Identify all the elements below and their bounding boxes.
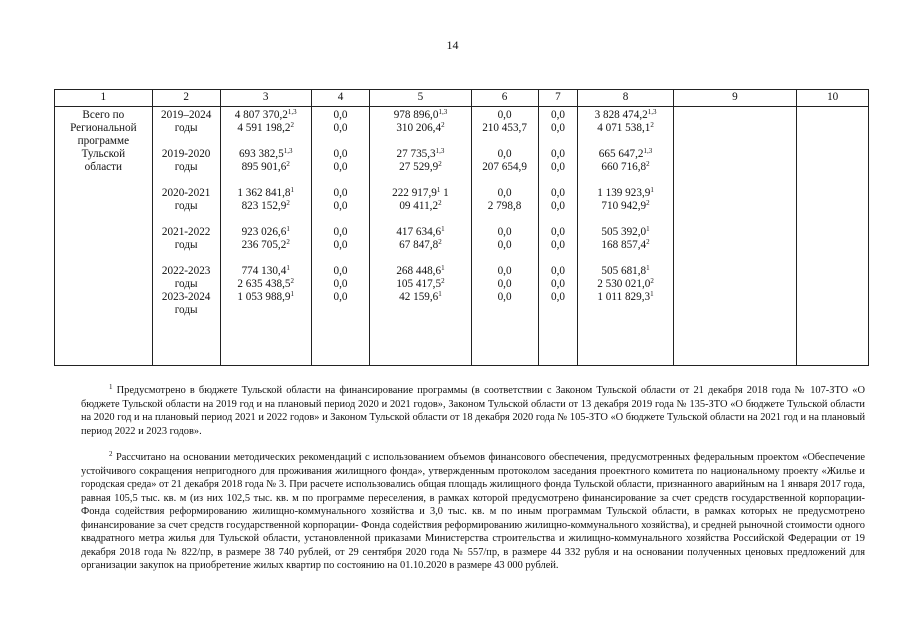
row-spacer — [372, 252, 468, 265]
table-cell — [580, 187, 670, 200]
cell-value: 0,0 — [497, 148, 512, 160]
cell-value: годы — [174, 304, 198, 316]
footnote-ref: 1 — [290, 290, 295, 298]
table-cell — [474, 161, 536, 174]
cell-value: 0,0 — [497, 187, 512, 199]
cell-value: 27 735,3 — [396, 148, 436, 160]
table-cell — [372, 109, 468, 122]
cell-value: 823 152,9 — [241, 200, 287, 212]
region-cell — [55, 107, 153, 366]
table-cell — [541, 239, 576, 252]
table-cell — [580, 278, 670, 291]
regional-budget-column — [471, 107, 538, 366]
footnote-ref: 2 — [441, 121, 445, 129]
cell-value: 0,0 — [497, 239, 512, 251]
table-cell — [314, 265, 367, 278]
header-cell: 5 — [370, 90, 471, 107]
other-sources-column — [578, 107, 673, 366]
table-cell — [223, 187, 309, 200]
cell-value: 895 901,6 — [241, 161, 287, 173]
row-spacer — [223, 174, 309, 187]
cell-value: 0,0 — [497, 265, 512, 277]
cell-value: годы — [174, 161, 198, 173]
table-cell — [155, 265, 218, 278]
footnote-ref: 2 — [286, 199, 290, 207]
table-cell — [314, 122, 367, 135]
header-cell: 4 — [311, 90, 369, 107]
cell-value: 0,0 — [333, 161, 348, 173]
footnote-ref: 2 — [650, 277, 654, 285]
cell-value: 2022-2023 — [161, 265, 211, 277]
footnote-ref: 1 — [290, 186, 295, 194]
table-cell — [541, 265, 576, 278]
cell-value: 0,0 — [550, 148, 565, 160]
table-cell — [541, 278, 576, 291]
footnote-ref: 2 — [650, 121, 654, 129]
cell-value: 0,0 — [497, 278, 512, 290]
cell-value: 0,0 — [333, 291, 348, 303]
footnote-1 — [81, 384, 865, 438]
table-cell — [580, 291, 670, 304]
cell-value: 0,0 — [550, 161, 565, 173]
cell-value: 0,0 — [497, 291, 512, 303]
cell-value: 0,0 — [333, 148, 348, 160]
region-line: программе — [77, 135, 130, 147]
table-cell — [372, 291, 468, 304]
cell-value: 774 130,4 — [241, 265, 287, 277]
table-cell — [155, 239, 218, 252]
row-spacer — [580, 213, 670, 226]
table-cell — [474, 239, 536, 252]
cell-value: 2019-2020 — [161, 148, 211, 160]
cell-value: 505 681,8 — [601, 265, 647, 277]
table-cell — [223, 109, 309, 122]
cell-value: 0,0 — [550, 291, 565, 303]
cell-value: 0,0 — [333, 187, 348, 199]
footnote-ref: 2 — [646, 199, 650, 207]
table-cell — [372, 239, 468, 252]
cell-value: 67 847,8 — [399, 239, 439, 251]
footnote-ref: 2 — [646, 160, 650, 168]
row-spacer — [372, 135, 468, 148]
table-cell — [155, 109, 218, 122]
footnote-mark: 2 — [109, 450, 113, 458]
cell-value: 3 828 474,2 — [594, 109, 648, 121]
cell-value: 4 071 538,1 — [597, 122, 651, 134]
region-line: области — [84, 161, 123, 173]
cell-value: 0,0 — [333, 109, 348, 121]
table-cell — [314, 187, 367, 200]
table-cell — [541, 200, 576, 213]
table-cell — [580, 200, 670, 213]
cell-value: 0,0 — [333, 239, 348, 251]
table-cell — [474, 200, 536, 213]
table-cell — [474, 265, 536, 278]
cell-value: 665 647,2 — [598, 148, 644, 160]
local-budget-column — [538, 107, 578, 366]
table-cell — [314, 226, 367, 239]
total-column — [220, 107, 311, 366]
footnote-mark: 1 — [109, 383, 113, 391]
footnote-ref: 1,3 — [647, 108, 657, 116]
cell-value: 660 716,8 — [601, 161, 647, 173]
table-cell — [541, 226, 576, 239]
region-line: Тульской — [81, 148, 126, 160]
financing-table — [54, 89, 869, 366]
footnote-ref: 2 — [441, 277, 445, 285]
table-cell — [223, 239, 309, 252]
row-spacer — [155, 213, 218, 226]
table-cell — [155, 200, 218, 213]
row-spacer — [155, 174, 218, 187]
cell-value: 236 705,2 — [241, 239, 287, 251]
table-cell — [314, 291, 367, 304]
cell-value: 2019–2024 — [160, 109, 212, 121]
table-cell — [474, 226, 536, 239]
cell-value: 310 206,4 — [396, 122, 442, 134]
footnote-text: Рассчитано на основании методических рекомендаций с использованием объемов финансового обеспечения, предусмотренных федеральным проектом «Обеспечение устойчивого сокращения непригодного для проживания жилищного фонда», утвержденным протоколом заседания проектного комитета по национальному проекту «Жилье и городская среда» от 21 декабря 2018 года № 3. При расчете использовались общая площадь жилищного фонда Тульской области, признанного аварийным на 1 января 2017 года, равная 105,5 тыс. кв. м (из них 102,5 тыс. кв. м по программе переселения, в рамках которой предусмотрено финансирование за счет средств государственной корпорации- Фонда содействия реформированию жилищно-коммунального хозяйства и 3,0 тыс. кв. м по иным программам Тульской области, в рамках которых не предусмотрено финансирование за счет средств государственной корпорации- Фонда содействия реформированию жилищно-коммунального хозяйства), и средней рыночной стоимости одного квадратного метра жилья для Тульской области, установленной приказами Министерства строительства и жилищно-коммунального хозяйства Российской Федерации от 19 декабря 2018 года № 822/пр, в размере 38 740 рублей, от 29 сентября 2020 года № 557/пр, в размере 44 332 рубля и на основании полученных ценовых предложений для организации закупок на приобретение жилых квартир по состоянию на 01.10.2020 в размере 43 000 рублей. — [81, 452, 865, 571]
table-row — [55, 107, 869, 366]
cell-value-tail: 1 — [440, 187, 449, 199]
cell-value: 2020-2021 — [161, 187, 211, 199]
cell-value: годы — [174, 278, 198, 290]
row-spacer — [541, 252, 576, 265]
table-cell — [541, 148, 576, 161]
table-cell — [155, 291, 218, 304]
table-cell — [580, 265, 670, 278]
row-spacer — [223, 135, 309, 148]
row-spacer — [474, 174, 536, 187]
row-spacer — [541, 174, 576, 187]
row-spacer — [372, 174, 468, 187]
table-cell — [314, 200, 367, 213]
table-cell — [223, 161, 309, 174]
cell-value: 2021-2022 — [161, 226, 211, 238]
region-line: Всего по — [82, 109, 125, 121]
header-cell: 9 — [673, 90, 797, 107]
footnote-ref: 2 — [438, 199, 442, 207]
footnote-ref: 1,3 — [643, 147, 653, 155]
cell-value: 2 530 021,0 — [597, 278, 651, 290]
table-cell — [155, 161, 218, 174]
cell-value: 105 417,5 — [396, 278, 442, 290]
cell-value: 0,0 — [333, 226, 348, 238]
footnote-ref: 2 — [286, 238, 290, 246]
cell-value: 0,0 — [333, 265, 348, 277]
cell-value: 27 529,9 — [399, 161, 439, 173]
table-cell — [580, 122, 670, 135]
table-cell — [372, 187, 468, 200]
cell-value: 505 392,0 — [601, 226, 647, 238]
footnote-ref: 1 — [438, 290, 442, 298]
row-spacer — [372, 213, 468, 226]
empty-column-9 — [673, 107, 797, 366]
row-spacer — [314, 252, 367, 265]
cell-value: 0,0 — [550, 109, 565, 121]
cell-value: 268 448,6 — [396, 265, 442, 277]
cell-value: годы — [174, 200, 198, 212]
cell-value: 0,0 — [333, 200, 348, 212]
cell-value: 417 634,6 — [396, 226, 442, 238]
header-cell: 2 — [152, 90, 220, 107]
table-cell — [314, 278, 367, 291]
cell-value: 1 011 829,3 — [597, 291, 651, 303]
table-cell — [155, 278, 218, 291]
table-cell — [474, 291, 536, 304]
row-spacer — [223, 213, 309, 226]
table-cell — [474, 278, 536, 291]
row-spacer — [580, 174, 670, 187]
header-cell: 3 — [220, 90, 311, 107]
footnote-2 — [81, 451, 865, 573]
cell-value: 0,0 — [550, 226, 565, 238]
region-line: Региональной — [70, 122, 137, 134]
cell-value: 710 942,9 — [601, 200, 647, 212]
table-cell — [223, 291, 309, 304]
table-cell — [155, 226, 218, 239]
header-cell: 7 — [538, 90, 578, 107]
table-cell — [223, 122, 309, 135]
page-number: 14 — [446, 38, 459, 52]
cell-value: 42 159,6 — [399, 291, 439, 303]
table-cell — [541, 161, 576, 174]
table-cell — [223, 265, 309, 278]
cell-value: 2 635 438,5 — [237, 278, 291, 290]
table-cell — [372, 226, 468, 239]
table-cell — [474, 187, 536, 200]
table-cell — [223, 148, 309, 161]
footnote-ref: 2 — [646, 238, 650, 246]
period-column — [152, 107, 220, 366]
table-cell — [314, 161, 367, 174]
table-cell — [541, 109, 576, 122]
table-cell — [580, 226, 670, 239]
cell-value: 0,0 — [550, 200, 565, 212]
table-cell — [474, 148, 536, 161]
table-cell — [223, 278, 309, 291]
table-cell — [580, 148, 670, 161]
footnote-ref: 1,3 — [283, 147, 293, 155]
table-cell — [155, 148, 218, 161]
footnote-ref: 1 — [646, 225, 650, 233]
footnote-ref: 1 — [286, 264, 290, 272]
cell-value: 0,0 — [550, 187, 565, 199]
table-cell — [314, 239, 367, 252]
footnote-ref: 2 — [286, 160, 290, 168]
row-spacer — [314, 213, 367, 226]
row-spacer — [314, 135, 367, 148]
table-cell — [474, 122, 536, 135]
footnote-ref: 1,3 — [435, 147, 445, 155]
header-cell: 6 — [471, 90, 538, 107]
table-cell — [580, 161, 670, 174]
cell-value: 2 798,8 — [487, 200, 522, 212]
cell-value: 0,0 — [550, 239, 565, 251]
footnote-ref: 2 — [438, 160, 442, 168]
cell-value: 4 807 370,2 — [234, 109, 288, 121]
table-cell — [541, 122, 576, 135]
row-spacer — [314, 174, 367, 187]
cell-value: 0,0 — [550, 278, 565, 290]
cell-value: 0,0 — [333, 122, 348, 134]
footnote-ref: 1 — [286, 225, 290, 233]
footnote-ref: 1,3 — [438, 108, 448, 116]
table-header-row — [55, 90, 869, 107]
table-cell — [541, 187, 576, 200]
cell-value: 222 917,9 — [392, 187, 437, 199]
cell-value: 1 139 923,9 — [597, 187, 651, 199]
table-cell — [372, 161, 468, 174]
footnote-ref: 1 — [650, 186, 654, 194]
cell-value: 0,0 — [550, 265, 565, 277]
footnote-ref: 1 — [650, 290, 654, 298]
table-cell — [155, 187, 218, 200]
fund-column — [370, 107, 471, 366]
empty-column-10 — [797, 107, 869, 366]
table-cell — [223, 200, 309, 213]
table-cell — [314, 148, 367, 161]
cell-value: 0,0 — [333, 278, 348, 290]
table-cell — [223, 226, 309, 239]
row-spacer — [541, 213, 576, 226]
table-cell — [372, 278, 468, 291]
row-spacer — [223, 252, 309, 265]
row-spacer — [474, 135, 536, 148]
footnote-ref: 1 — [441, 225, 445, 233]
header-cell: 8 — [578, 90, 673, 107]
row-spacer — [580, 252, 670, 265]
row-spacer — [580, 135, 670, 148]
cell-value: 978 896,0 — [393, 109, 439, 121]
cell-value: 4 591 198,2 — [237, 122, 291, 134]
row-spacer — [474, 252, 536, 265]
cell-value: годы — [174, 122, 198, 134]
table-cell — [372, 148, 468, 161]
cell-value: 207 654,9 — [482, 161, 527, 173]
cell-value: 0,0 — [497, 109, 512, 121]
cell-value: 0,0 — [497, 226, 512, 238]
cell-value: 0,0 — [550, 122, 565, 134]
cell-value: 09 411,2 — [399, 200, 439, 212]
row-spacer — [474, 213, 536, 226]
row-spacer — [155, 135, 218, 148]
cell-value: годы — [174, 239, 198, 251]
footnote-text: Предусмотрено в бюджете Тульской области на финансирование программы (в соответствии с Законом Тульской области от 21 декабря 2018 года № 107-ЗТО «О бюджете Тульской области на 2019 год и на плановый период 2020 и 2021 годов», Законом Тульской области от 13 декабря 2019 года № 135-ЗТО «О бюджете Тульской области на 2020 год и на плановый период 2021 и 2022 годов» и Законом Тульской области от 18 декабря 2020 года № 105-ЗТО «О бюджете Тульской области на 2021 год и на плановый период 2022 и 2023 годов». — [81, 385, 865, 437]
footnote-ref: 1 — [436, 186, 441, 194]
cell-value: 1 362 841,8 — [237, 187, 291, 199]
footnote-ref: 2 — [290, 277, 295, 285]
footnote-ref: 1 — [646, 264, 650, 272]
cell-value: 2023-2024 — [161, 291, 211, 303]
row-spacer — [541, 135, 576, 148]
header-cell: 1 — [55, 90, 153, 107]
cell-value: 693 382,5 — [238, 148, 284, 160]
cell-value: 168 857,4 — [601, 239, 647, 251]
cell-value: 1 053 988,9 — [237, 291, 291, 303]
row-spacer — [155, 252, 218, 265]
table-cell — [580, 239, 670, 252]
table-cell — [580, 109, 670, 122]
table-cell — [372, 265, 468, 278]
footnote-ref: 1,3 — [287, 108, 297, 116]
table-cell — [155, 122, 218, 135]
table-cell — [372, 200, 468, 213]
footnote-ref: 2 — [438, 238, 442, 246]
table-cell — [541, 291, 576, 304]
header-cell: 10 — [797, 90, 869, 107]
table-cell — [372, 122, 468, 135]
footnote-ref: 1 — [441, 264, 445, 272]
footnote-ref: 2 — [290, 121, 295, 129]
table-cell — [474, 109, 536, 122]
table-cell — [314, 109, 367, 122]
table-cell — [155, 304, 218, 317]
federal-column — [311, 107, 369, 366]
cell-value: 923 026,6 — [241, 226, 287, 238]
cell-value: 210 453,7 — [482, 122, 527, 134]
